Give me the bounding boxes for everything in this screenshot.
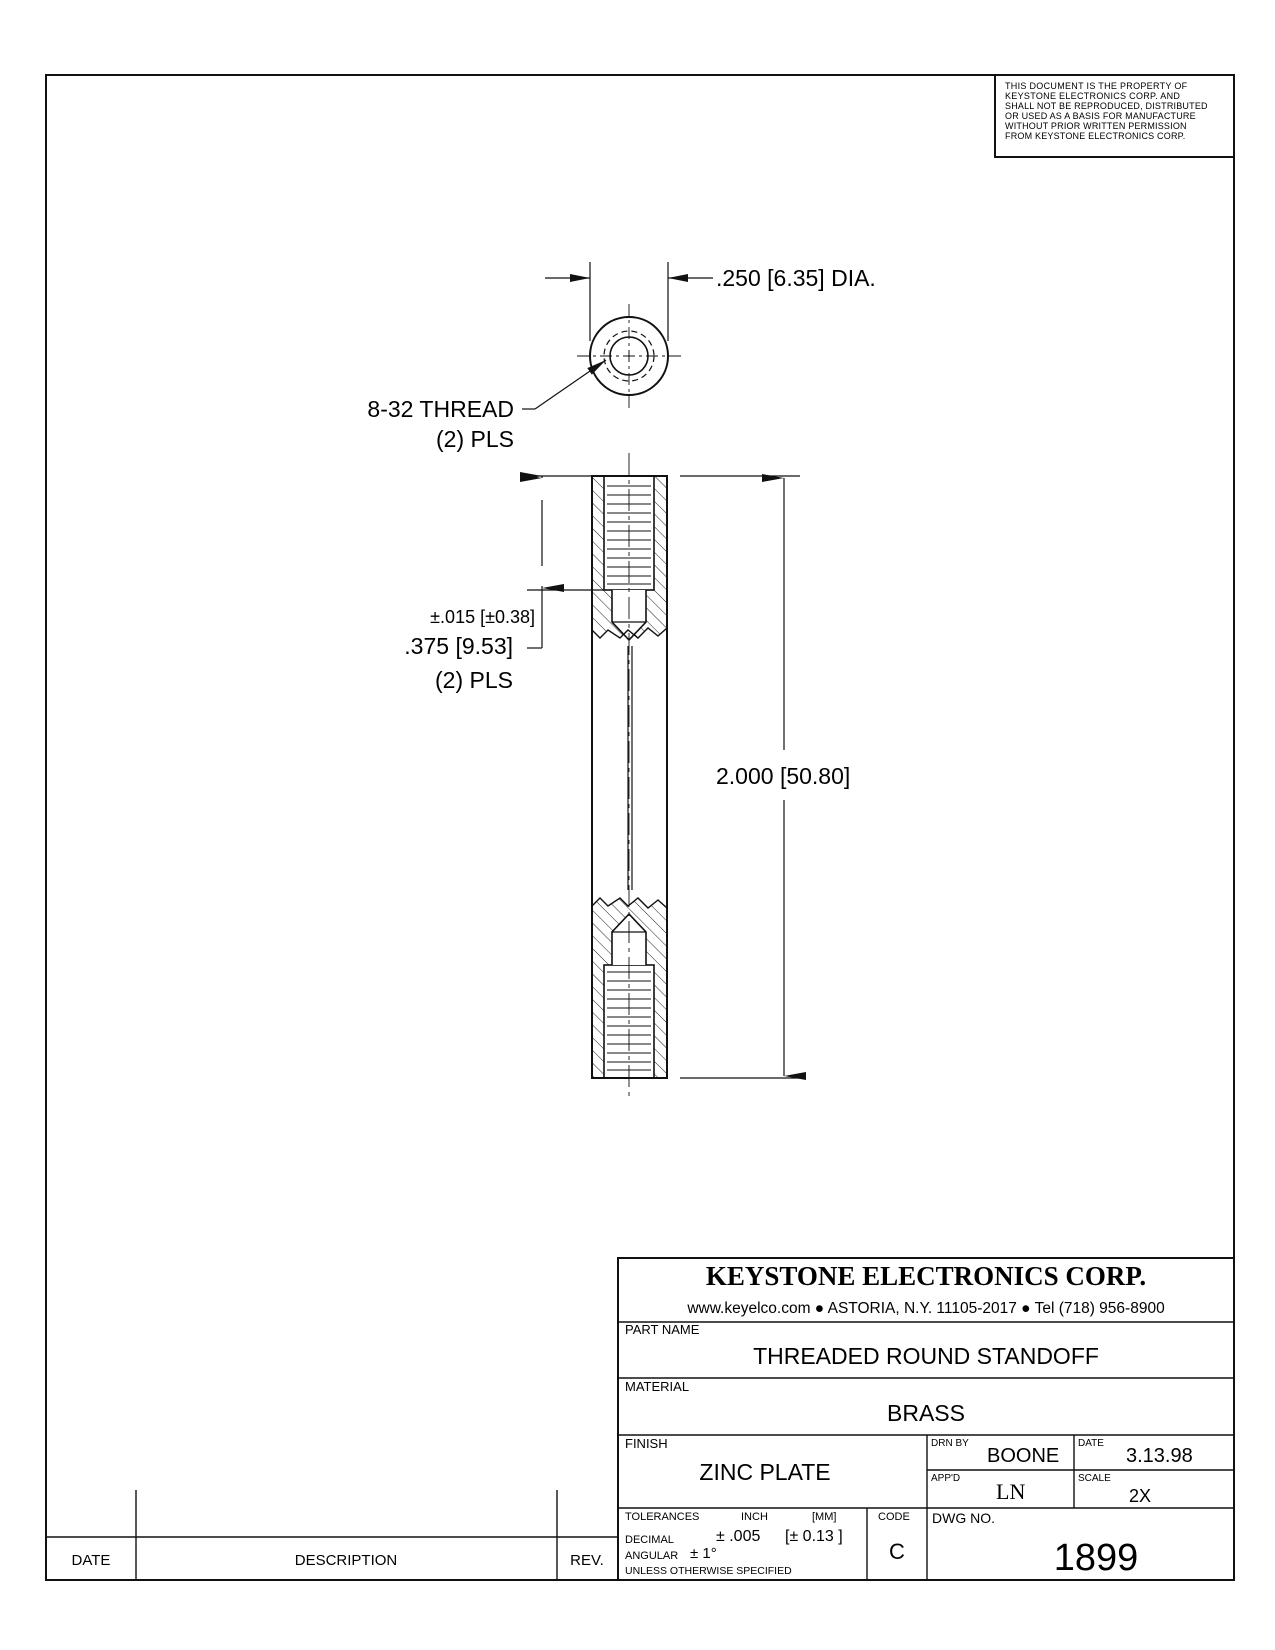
finish-label: FINISH: [625, 1436, 668, 1451]
date-label: DATE: [1078, 1438, 1104, 1449]
material-label: MATERIAL: [625, 1379, 690, 1394]
part-name-label: PART NAME: [625, 1322, 700, 1337]
appd: LN: [996, 1479, 1026, 1504]
notice-line-3: SHALL NOT BE REPRODUCED, DISTRIBUTED: [1005, 101, 1208, 111]
company-name: KEYSTONE ELECTRONICS CORP.: [705, 1261, 1147, 1291]
thread-label: 8-32 THREAD: [367, 396, 514, 422]
notice-line-1: THIS DOCUMENT IS THE PROPERTY OF: [1005, 81, 1188, 91]
rev-rev-header: REV.: [570, 1552, 604, 1569]
dwg-no-label: DWG NO.: [932, 1510, 995, 1526]
thread-leader: [522, 360, 606, 409]
length-label: 2.000 [50.80]: [716, 763, 851, 789]
tolerances-label: TOLERANCES: [625, 1511, 700, 1523]
material: BRASS: [887, 1400, 965, 1426]
tolerance-label: ±.015 [±0.38]: [430, 607, 535, 627]
angular: ± 1°: [690, 1545, 717, 1562]
company-contact: www.keyelco.com ● ASTORIA, N.Y. 11105-2017 ● Tel (718) 956-8900: [687, 1300, 1165, 1317]
decimal-mm: [± 0.13 ]: [785, 1528, 843, 1545]
appd-label: APP'D: [931, 1473, 961, 1484]
decimal-inch: ± .005: [716, 1528, 761, 1545]
rev-date-header: DATE: [71, 1552, 111, 1569]
mm-label: [MM]: [812, 1511, 837, 1523]
end-view: [577, 304, 681, 408]
part-name: THREADED ROUND STANDOFF: [753, 1343, 1099, 1369]
rev-description-header: DESCRIPTION: [294, 1552, 398, 1569]
notice-line-4: OR USED AS A BASIS FOR MANUFACTURE: [1005, 111, 1196, 121]
dwg-no: 1899: [1053, 1537, 1139, 1579]
thread-depth-places-label: (2) PLS: [435, 667, 513, 693]
notice-line-5: WITHOUT PRIOR WRITTEN PERMISSION: [1005, 121, 1187, 131]
finish: ZINC PLATE: [699, 1459, 831, 1485]
thread-places-label: (2) PLS: [436, 426, 514, 452]
date: 3.13.98: [1126, 1445, 1193, 1467]
property-notice: [995, 75, 1234, 157]
decimal-label: DECIMAL: [625, 1534, 674, 1546]
notice-line-6: FROM KEYSTONE ELECTRONICS CORP.: [1005, 131, 1186, 141]
thread-depth-label: .375 [9.53]: [404, 633, 513, 659]
unless-specified: UNLESS OTHERWISE SPECIFIED: [625, 1565, 792, 1577]
code-label: CODE: [878, 1511, 910, 1523]
drn-by-label: DRN BY: [931, 1438, 969, 1449]
code: C: [889, 1539, 905, 1564]
angular-label: ANGULAR: [625, 1550, 679, 1562]
diameter-label: .250 [6.35] DIA.: [716, 265, 876, 291]
drn-by: BOONE: [987, 1445, 1060, 1467]
scale-label: SCALE: [1078, 1473, 1111, 1484]
side-view: [592, 453, 667, 1100]
notice-line-2: KEYSTONE ELECTRONICS CORP. AND: [1005, 91, 1181, 101]
scale: 2X: [1129, 1486, 1152, 1506]
inch-label: INCH: [741, 1511, 768, 1523]
